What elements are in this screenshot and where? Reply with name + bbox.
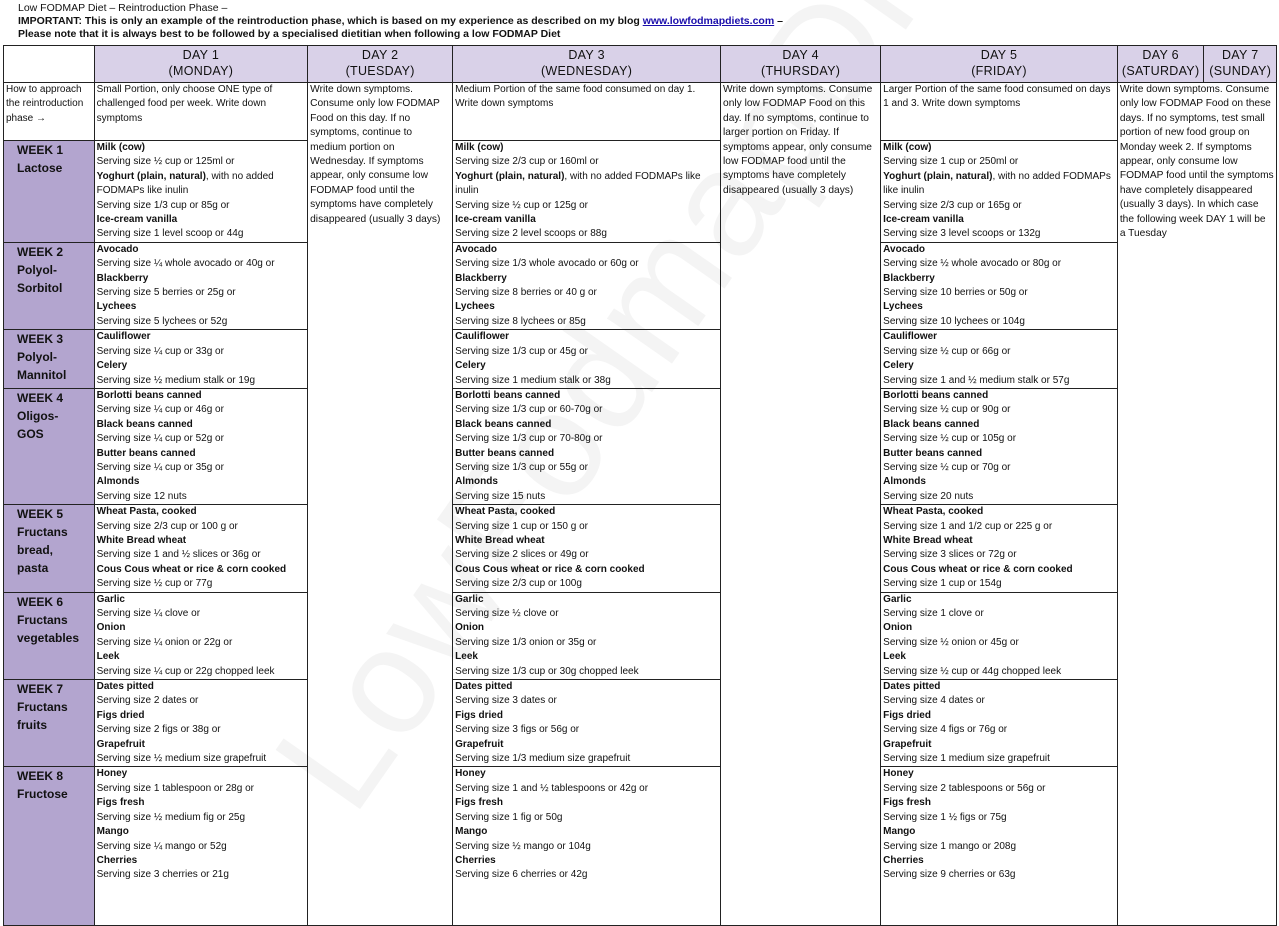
serving-size: Serving size 1 level scoop or 44g [96,228,244,240]
food-name: Yoghurt (plain, natural) [455,170,565,182]
serving-size: Serving size 3 dates or [455,695,557,707]
serving-size: Serving size 2 figs or 38g or [96,724,221,736]
food-name: White Bread wheat [455,534,545,546]
serving-size: Serving size ½ cup or 44g chopped leek [883,665,1062,677]
food-name: White Bread wheat [96,534,187,546]
week-label [4,505,95,592]
food-name: Garlic [455,593,484,605]
serving-cell-d1 [94,592,308,679]
food-name: Yoghurt (plain, natural) [883,170,993,182]
food-name: Leek [455,651,478,663]
food-name: Almonds [96,476,140,488]
serving-cell-d5 [881,330,1118,389]
week-label-line: pasta [17,561,49,576]
food-name: Milk (cow) [96,142,145,153]
week-row [4,242,1277,329]
serving-cell-d3 [453,767,721,926]
week-label-line: fruits [17,718,47,733]
serving-size: Serving size 2 level scoops or 88g [455,228,607,240]
how-to-day1: Small Portion, only choose ONE type of challenged food per week. Write down symptoms [94,83,308,141]
week-label-line: vegetables [17,630,80,645]
food-name: Black beans canned [455,418,552,430]
food-name: White Bread wheat [883,534,973,546]
serving-size: Serving size 9 cherries or 63g [883,869,1016,881]
week-label [4,242,95,329]
serving-size: Serving size 1/3 cup or 30g chopped leek [455,665,639,677]
serving-cell-d1 [94,680,308,767]
day-header: DAY 2 (TUESDAY) [308,46,453,83]
food-name: Wheat Pasta, cooked [883,506,984,518]
food-name: Cauliflower [96,331,151,343]
week-label-line: GOS [17,426,44,441]
food-name: Cherries [883,854,924,866]
how-to-day5: Larger Portion of the same food consumed on days 1 and 3. Write down symptoms [881,83,1118,141]
week-row [4,505,1277,592]
header-important-note: IMPORTANT: This is only an example of the reintroduction phase, which is based on my experience as described on my blog www.lowfodmapdiets.com – [18,15,783,27]
food-name: Figs dried [96,709,145,721]
food-name: Mango [455,826,488,838]
food-name: Black beans canned [96,418,193,430]
blog-link[interactable]: www.lowfodmapdiets.com [642,15,775,27]
serving-size: Serving size ½ cup or 66g or [883,345,1011,357]
serving-size: Serving size 3 level scoops or 132g [883,228,1041,240]
serving-cell-d3 [453,330,721,389]
serving-size: Serving size ½ onion or 45g or [883,636,1019,648]
serving-size: Serving size 1/3 cup or 55g or [455,461,589,473]
food-name: Cous Cous wheat or rice & corn cooked [96,563,287,575]
serving-cell-d3 [453,242,721,329]
food-name: Ice-cream vanilla [96,214,178,226]
food-name: Grapefruit [883,738,932,750]
serving-size: Serving size ½ medium fig or 25g [96,811,246,823]
food-name: Celery [883,360,914,372]
week-label [4,388,95,504]
food-name: Cauliflower [455,331,510,343]
serving-cell-d1 [94,767,308,926]
food-name: Celery [455,360,486,372]
food-name: Figs fresh [883,797,931,809]
food-line [97,170,306,199]
food-name: Leek [96,651,120,663]
food-name: Lychees [455,301,495,313]
food-name: Mango [96,826,129,838]
serving-size: Serving size ½ whole avocado or 80g or [883,258,1062,270]
serving-size: Serving size 1 cup or 250ml or [883,156,1019,168]
food-name: Butter beans canned [883,447,983,459]
food-name: Cous Cous wheat or rice & corn cooked [883,563,1073,575]
food-name: Leek [883,651,906,663]
food-note: , with no added FODMAPs like inulin [96,170,274,197]
serving-size: Serving size ½ cup or 77g [96,578,213,590]
week-label-line: Polyol- [17,350,58,365]
serving-size: Serving size ½ medium stalk or 19g [96,374,256,386]
food-line [455,170,718,199]
week-label-line: bread, [17,543,54,558]
serving-size: Serving size 2 slices or 49g or [455,549,589,561]
food-name: Borlotti beans canned [883,389,989,401]
serving-cell-d1 [94,242,308,329]
food-name: Milk (cow) [883,142,932,153]
how-to-label: How to approach the reintroduction phase → [4,83,95,141]
day-header: DAY 6 (SATURDAY) [1117,46,1204,83]
week-row [4,141,1277,243]
serving-size: Serving size 1 and ½ tablespoons or 42g or [455,782,649,794]
week-label-line: WEEK 1 [17,143,64,157]
food-name: Cous Cous wheat or rice & corn cooked [455,563,645,575]
food-name: Butter beans canned [96,447,196,459]
food-name: Figs fresh [96,797,145,809]
serving-size: Serving size 5 lychees or 52g [96,315,228,327]
serving-cell-d1 [94,388,308,504]
food-name: Blackberry [455,272,507,284]
food-name: Figs fresh [455,797,503,809]
serving-cell-d5 [881,141,1118,243]
day-header-row [4,46,1277,83]
document-header [0,0,1279,45]
serving-cell-d5 [881,592,1118,679]
serving-size: Serving size 2/3 cup or 165g or [883,199,1022,211]
serving-size: Serving size 1 ½ figs or 75g [883,811,1007,823]
week-row [4,330,1277,389]
serving-size: Serving size ¼ clove or [96,608,201,619]
week-label-line: WEEK 2 [17,244,64,259]
how-to-row [4,83,1277,141]
serving-size: Serving size ¼ cup or 33g or [96,345,224,357]
week-label-line: WEEK 3 [17,332,64,347]
serving-size: Serving size ¼ cup or 35g or [96,461,224,473]
reintroduction-table [3,45,1277,926]
serving-cell-d3 [453,141,721,243]
serving-size: Serving size 1/3 onion or 35g or [455,636,597,648]
food-name: Mango [883,826,916,838]
food-name: Almonds [883,476,926,488]
serving-size: Serving size 2/3 cup or 160ml or [455,156,599,168]
week-label-line: WEEK 4 [17,390,64,405]
food-name: Avocado [455,243,498,255]
week-label-line: WEEK 6 [17,594,64,609]
week-label-line: Polyol- [17,262,58,277]
day-header: DAY 7 (SUNDAY) [1204,46,1277,83]
food-name: Grapefruit [96,738,145,750]
serving-size: Serving size 12 nuts [96,490,187,502]
serving-size: Serving size 4 figs or 76g or [883,724,1008,736]
week-label-line: Fructans [17,612,68,627]
food-name: Onion [96,622,126,634]
day6-7-instructions: Write down symptoms. Consume only low FODMAP Food on these days. If no symptoms, test small portion of new food group on Monday week 2. If symptoms appear, only consume low FODMAP food until the symptoms have completely disappeared (usually 3 days). In which case the following week DAY 1 will be a Tuesday [1117,83,1276,926]
serving-size: Serving size 1/3 medium size grapefruit [455,753,631,765]
corner-cell [4,46,95,83]
serving-size: Serving size ½ cup or 125g or [455,199,589,211]
serving-cell-d5 [881,242,1118,329]
week-label-line: WEEK 5 [17,507,64,522]
food-name: Avocado [883,243,926,255]
serving-size: Serving size 3 slices or 72g or [883,549,1017,561]
week-label-line: Mannitol [17,368,67,383]
week-label [4,767,95,926]
serving-size: Serving size 1 mango or 208g [883,840,1017,852]
food-name: Onion [883,622,913,634]
serving-size: Serving size 4 dates or [883,695,985,707]
serving-size: Serving size 8 lychees or 85g [455,315,586,327]
week-label-line: Oligos- [17,408,59,423]
food-name: Lychees [883,301,923,313]
serving-size: Serving size 1 cup or 150 g or [455,520,589,532]
food-name: Garlic [883,593,912,605]
serving-size: Serving size 1 fig or 50g [455,811,563,823]
food-name: Wheat Pasta, cooked [455,506,556,518]
food-name: Cherries [455,854,496,866]
serving-size: Serving size 1/3 cup or 60-70g or [455,404,603,416]
serving-cell-d5 [881,680,1118,767]
serving-size: Serving size ½ cup or 90g or [883,404,1011,416]
serving-size: Serving size 10 berries or 50g or [883,287,1028,299]
week-label-line: Fructans [17,525,68,540]
week-label [4,141,95,243]
week-label-line: WEEK 7 [17,682,64,697]
week-row [4,767,1277,926]
serving-cell-d1 [94,330,308,389]
food-name: Avocado [96,243,139,255]
serving-size: Serving size ½ cup or 70g or [883,461,1011,473]
serving-size: Serving size ½ cup or 125ml or [96,156,235,168]
day-header: DAY 5 (FRIDAY) [881,46,1118,83]
serving-size: Serving size 1 and ½ slices or 36g or [96,549,261,561]
serving-cell-d3 [453,592,721,679]
week-label-line: Fructose [17,787,68,802]
serving-size: Serving size 1/3 cup or 45g or [455,345,589,357]
serving-size: Serving size ½ medium size grapefruit [96,753,267,765]
serving-size: Serving size 1 and ½ medium stalk or 57g [883,374,1070,386]
serving-size: Serving size 5 berries or 25g or [96,287,236,299]
serving-cell-d3 [453,505,721,592]
serving-size: Serving size 1/3 whole avocado or 60g or [455,258,639,270]
food-name: Cauliflower [883,331,938,343]
serving-size: Serving size 2 tablespoons or 56g or [883,782,1046,794]
serving-cell-d5 [881,505,1118,592]
serving-size: Serving size ¼ mango or 52g [96,840,227,852]
header-dietitian-note: Please note that it is always best to be followed by a specialised dietitian when following a low FODMAP Diet [18,28,561,40]
serving-size: Serving size 1 cup or 154g [883,578,1002,590]
serving-size: Serving size 6 cherries or 42g [455,869,588,881]
food-name: Blackberry [883,272,935,284]
serving-cell-d5 [881,767,1118,926]
food-name: Figs dried [883,709,931,721]
week-row [4,388,1277,504]
serving-size: Serving size 1 tablespoon or 28g or [96,782,254,794]
food-name: Dates pitted [96,681,154,693]
week-row [4,592,1277,679]
food-name: Almonds [455,476,498,488]
week-row [4,680,1277,767]
serving-size: Serving size ¼ cup or 52g or [96,433,224,445]
serving-size: Serving size 2/3 cup or 100g [455,578,582,590]
serving-size: Serving size 8 berries or 40 g or [455,287,597,299]
week-label [4,680,95,767]
food-name: Borlotti beans canned [455,389,561,401]
week-label [4,330,95,389]
serving-size: Serving size ¼ whole avocado or 40g or [96,258,275,270]
serving-size: Serving size 2/3 cup or 100 g or [96,520,238,532]
food-name: Dates pitted [455,681,513,693]
serving-size: Serving size ¼ onion or 22g or [96,636,233,648]
food-name: Cherries [96,854,138,866]
food-name: Milk (cow) [455,142,504,153]
food-name: Ice-cream vanilla [455,214,536,226]
serving-cell-d3 [453,680,721,767]
food-name: Wheat Pasta, cooked [96,506,197,518]
food-name: Grapefruit [455,738,504,750]
serving-size: Serving size 3 cherries or 21g [96,869,229,881]
serving-size: Serving size 3 figs or 56g or [455,724,580,736]
food-name: Lychees [96,301,137,313]
serving-size: Serving size 20 nuts [883,490,974,502]
serving-size: Serving size 1 clove or [883,608,984,619]
serving-cell-d1 [94,141,308,243]
serving-cell-d5 [881,388,1118,504]
food-name: Honey [883,768,914,780]
serving-size: Serving size 1 medium stalk or 38g [455,374,611,386]
food-name: Celery [96,360,128,372]
week-label-line: Lactose [17,161,63,175]
food-note: , with no added FODMAPs like inulin [455,170,701,197]
day-header: DAY 1 (MONDAY) [94,46,308,83]
week-label-line: Fructans [17,700,68,715]
how-to-day3: Medium Portion of the same food consumed on day 1. Write down symptoms [453,83,721,141]
serving-size: Serving size 10 lychees or 104g [883,315,1025,327]
serving-size: Serving size ½ mango or 104g [455,840,591,852]
food-name: Yoghurt (plain, natural) [96,170,206,182]
header-title: Low FODMAP Diet – Reintroduction Phase – [18,2,228,14]
food-name: Garlic [96,593,125,605]
serving-size: Serving size ¼ cup or 46g or [96,404,224,416]
serving-size: Serving size ½ clove or [455,608,559,619]
food-name: Figs dried [455,709,503,721]
serving-size: Serving size ¼ cup or 22g chopped leek [96,665,275,677]
serving-size: Serving size 1/3 cup or 70-80g or [455,433,603,445]
serving-size: Serving size 2 dates or [96,695,199,707]
week-label-line: Sorbitol [17,280,63,295]
serving-size: Serving size 1 medium size grapefruit [883,753,1050,765]
day2-instructions: Write down symptoms. Consume only low FODMAP Food on this day. If no symptoms, continue to medium portion on Wednesday. If symptoms appear, only consume low FODMAP food until the symptoms have completely disappeared (usually 3 days) [308,83,453,926]
serving-size: Serving size 1 and 1/2 cup or 225 g or [883,520,1053,532]
food-name: Onion [455,622,485,634]
food-name: Blackberry [96,272,149,284]
food-name: Borlotti beans canned [96,389,202,401]
food-note: , with no added FODMAPs like inulin [883,170,1111,197]
serving-cell-d3 [453,388,721,504]
week-label-line: WEEK 8 [17,769,64,784]
day4-instructions: Write down symptoms. Consume only low FODMAP Food on this day. If no symptoms, continue to larger portion on Friday. If symptoms appear, only consume low FODMAP food until the symptoms have completely disappeared (usually 3 days) [721,83,881,926]
food-name: Honey [455,768,486,780]
serving-size: Serving size 1/3 cup or 85g or [96,199,230,211]
food-name: Black beans canned [883,418,980,430]
food-line [883,170,1115,199]
serving-size: Serving size ½ cup or 105g or [883,433,1017,445]
food-name: Honey [96,768,128,780]
serving-cell-d1 [94,505,308,592]
day-header: DAY 4 (THURSDAY) [721,46,881,83]
food-name: Dates pitted [883,681,941,693]
day-header: DAY 3 (WEDNESDAY) [453,46,721,83]
week-label [4,592,95,679]
food-name: Ice-cream vanilla [883,214,964,226]
food-name: Butter beans canned [455,447,555,459]
serving-size: Serving size 15 nuts [455,490,546,502]
